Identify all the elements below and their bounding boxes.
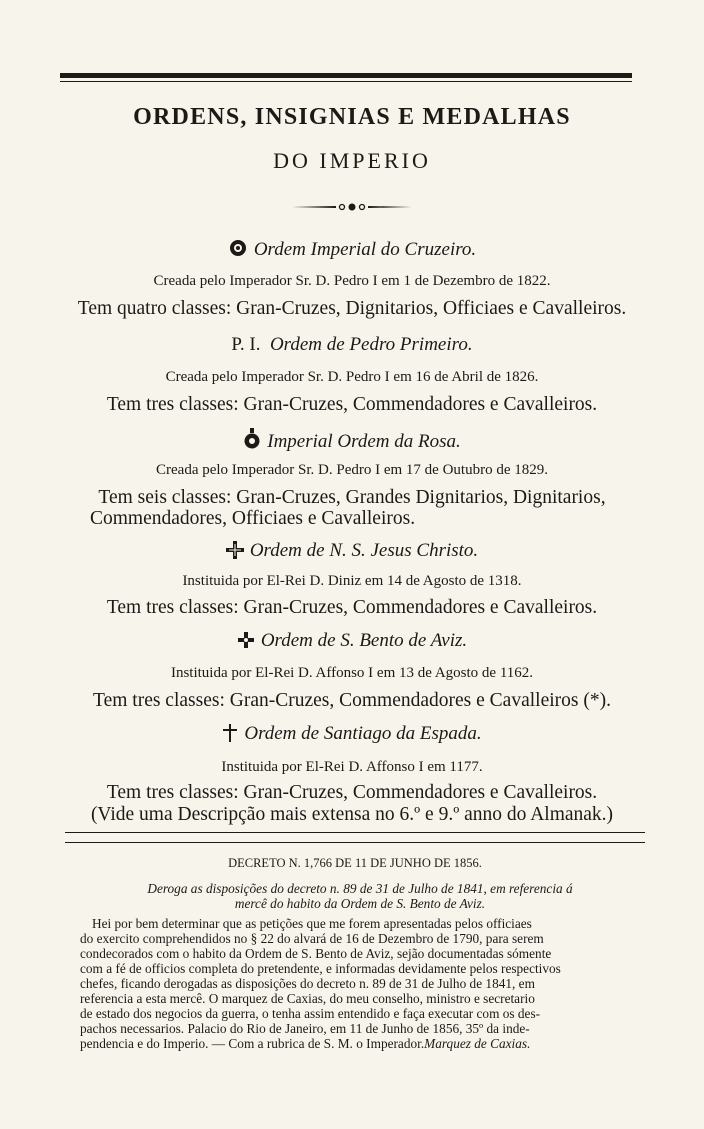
order-aviz-heading: Ordem de S. Bento de Aviz. bbox=[0, 630, 704, 652]
order-christo-classes: Tem tres classes: Gran-Cruzes, Commendadores e Cavalleiros. bbox=[106, 597, 598, 618]
order-cruzeiro-created: Creada pelo Imperador Sr. D. Pedro I em 1 de Dezembro de 1822. bbox=[153, 273, 551, 289]
section-rule-2 bbox=[65, 842, 645, 843]
order-rosa-classes-2: Commendadores, Officiaes e Cavalleiros. bbox=[90, 508, 416, 529]
decree-signature: Marquez de Caxias. bbox=[424, 1036, 531, 1051]
order-rosa-heading: Imperial Ordem da Rosa. bbox=[0, 428, 704, 453]
almanak-reference-note: (Vide uma Descripção mais extensa no 6.º e 9.º anno do Almanak.) bbox=[90, 804, 614, 825]
top-thin-rule bbox=[60, 81, 632, 82]
order-rosa-created: Creada pelo Imperador Sr. D. Pedro I em 17 de Outubro de 1829. bbox=[156, 462, 548, 478]
order-cruzeiro-heading: Ordem Imperial do Cruzeiro. bbox=[0, 238, 704, 261]
cross-of-christ-icon bbox=[226, 541, 244, 559]
decree-body-line-7: de estado dos negocios da guerra, o tenha assim entendido e faça executar com os des- bbox=[80, 1006, 541, 1021]
order-pedro-heading: P. I. Ordem de Pedro Primeiro. bbox=[231, 334, 473, 355]
page-title: ORDENS, INSIGNIAS E MEDALHAS bbox=[133, 104, 571, 130]
cruzeiro-medal-icon bbox=[228, 238, 248, 258]
rosa-medal-icon bbox=[243, 428, 261, 450]
aviz-cross-icon bbox=[237, 631, 255, 649]
order-christo-created: Instituida por El-Rei D. Diniz em 14 de Agosto de 1318. bbox=[182, 573, 522, 589]
order-cruzeiro-classes: Tem quatro classes: Gran-Cruzes, Dignitarios, Officiaes e Cavalleiros. bbox=[77, 298, 627, 319]
order-santiago-heading: Ordem de Santiago da Espada. bbox=[0, 723, 704, 745]
ornament-divider bbox=[292, 200, 412, 214]
decree-body-line-8: pachos necessarios. Palacio do Rio de Janeiro, em 11 de Junho de 1856, 35º da inde- bbox=[80, 1021, 530, 1036]
decree-body-last-line: pendencia e do Imperio. — Com a rubrica de S. M. o Imperador.Marquez de Caxias. bbox=[80, 1036, 531, 1051]
order-santiago-classes: Tem tres classes: Gran-Cruzes, Commendadores e Cavalleiros. bbox=[106, 782, 598, 803]
order-pedro-classes: Tem tres classes: Gran-Cruzes, Commendadores e Cavalleiros. bbox=[106, 394, 598, 415]
decree-summary-2: mercê do habito da Ordem de S. Bento de Aviz. bbox=[234, 896, 486, 911]
decree-body-line-5: chefes, ficando derogadas as disposições do decreto n. 89 de 31 de Julho de 1841, em bbox=[80, 976, 535, 991]
decree-body-line-3: condecorados com o habito da Ordem de S. Bento de Aviz, sejão documentadas sómente bbox=[80, 946, 552, 961]
santiago-sword-icon bbox=[222, 724, 238, 742]
top-double-rule bbox=[60, 73, 632, 78]
order-santiago-created: Instituida por El-Rei D. Affonso I em 1177. bbox=[221, 759, 483, 775]
decree-body-line-2: do exercito comprehendidos no § 22 do alvará de 16 de Dezembro de 1790, para serem bbox=[80, 931, 544, 946]
order-christo-heading: Ordem de N. S. Jesus Christo. bbox=[0, 540, 704, 562]
order-aviz-created: Instituida por El-Rei D. Affonso I em 13 de Agosto de 1162. bbox=[170, 665, 534, 681]
order-pedro-prefix: P. I. bbox=[231, 334, 261, 355]
order-rosa-classes-1: Tem seis classes: Gran-Cruzes, Grandes Dignitarios, Dignitarios, bbox=[98, 487, 606, 508]
order-pedro-created: Creada pelo Imperador Sr. D. Pedro I em 16 de Abril de 1826. bbox=[165, 369, 539, 385]
decree-title: DECRETO N. 1,766 DE 11 DE JUNHO DE 1856. bbox=[228, 856, 482, 870]
order-aviz-classes: Tem tres classes: Gran-Cruzes, Commendadores e Cavalleiros (*). bbox=[93, 690, 611, 711]
decree-body-line-6: referencia a esta mercê. O marquez de Caxias, do meu conselho, ministro e secretario bbox=[80, 991, 535, 1006]
decree-summary-1: Deroga as disposições do decreto n. 89 de 31 de Julho de 1841, em referencia á bbox=[147, 881, 573, 896]
section-rule-1 bbox=[65, 832, 645, 833]
decree-body-line-4: com a fé de officios completa do pretendente, e informadas devidamente pelos respectivos bbox=[80, 961, 561, 976]
decree-body-line-1: Hei por bem determinar que as petições que me forem apresentadas pelos officiaes bbox=[92, 916, 532, 931]
page-subtitle: DO IMPERIO bbox=[273, 148, 431, 173]
